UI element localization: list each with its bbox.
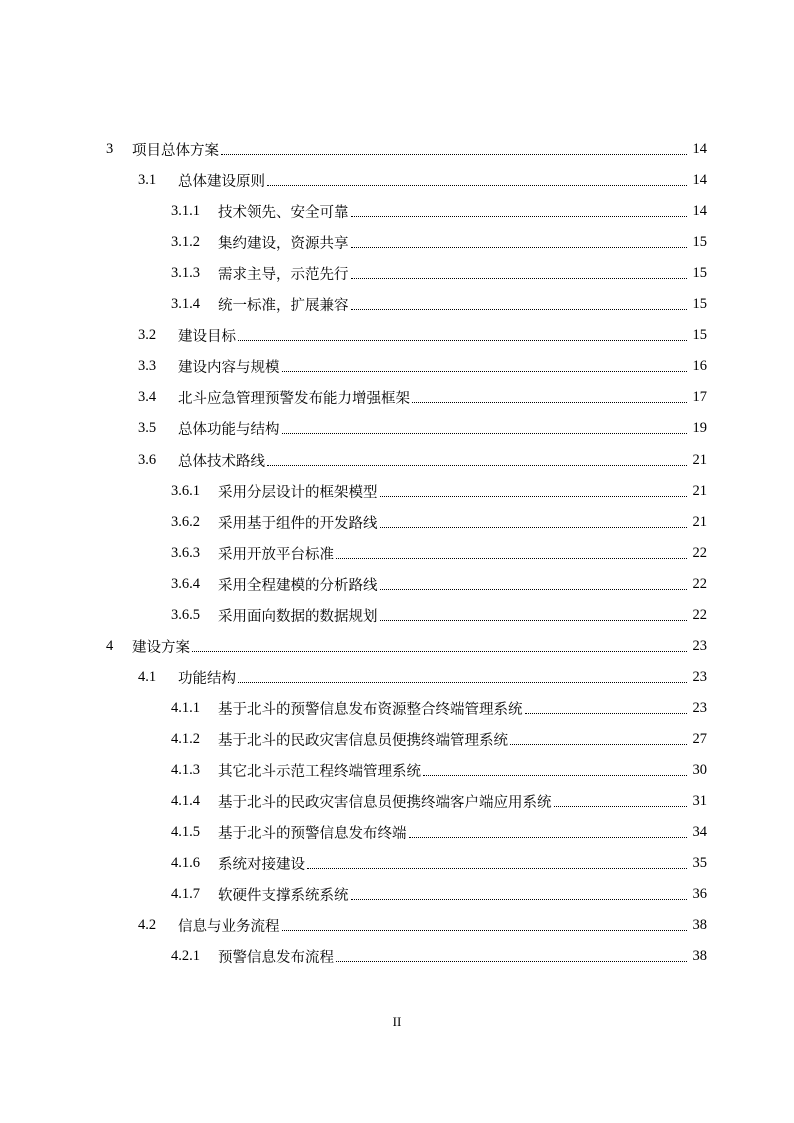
toc-entry-number: 4.1.1 xyxy=(171,699,200,716)
toc-entry-number: 3.6 xyxy=(138,451,157,468)
toc-entry-number: 4.1.7 xyxy=(171,886,200,903)
toc-entry-page: 14 xyxy=(692,203,707,220)
toc-entry[interactable] xyxy=(171,693,707,724)
dot-leader xyxy=(351,216,688,217)
toc-entry-number: 3.5 xyxy=(138,420,157,437)
toc-entry-number: 3.1.1 xyxy=(171,203,200,220)
toc-entry-page: 17 xyxy=(692,389,707,406)
toc-entry-title: 集约建设，资源共享 xyxy=(218,236,349,253)
toc-entry[interactable] xyxy=(106,631,707,662)
toc-entry[interactable] xyxy=(171,538,707,569)
toc-entry-number: 3.6.5 xyxy=(171,606,200,623)
toc-entry[interactable] xyxy=(171,724,707,755)
toc-entry-number: 3 xyxy=(106,141,114,157)
dot-leader xyxy=(380,496,688,497)
toc-entry-number: 4.1.3 xyxy=(171,762,200,778)
toc-entry[interactable] xyxy=(171,258,707,289)
toc-entry[interactable] xyxy=(171,941,707,972)
dot-leader xyxy=(267,185,687,186)
toc-entry-page: 21 xyxy=(692,451,707,468)
toc-entry-title: 预警信息发布流程 xyxy=(218,950,334,967)
toc-entry-page: 19 xyxy=(692,420,707,437)
dot-leader xyxy=(351,278,688,279)
toc-entry[interactable] xyxy=(138,445,707,476)
toc-entry-title: 信息与业务流程 xyxy=(178,919,280,936)
toc-entry-page: 15 xyxy=(692,234,707,251)
toc-entry-page: 16 xyxy=(692,358,707,375)
dot-leader xyxy=(380,620,688,621)
toc-entry-title: 系统对接建设 xyxy=(218,857,305,874)
toc-entry-title: 基于北斗的民政灾害信息员便携终端客户端应用系统 xyxy=(218,795,552,812)
toc-entry[interactable] xyxy=(171,289,707,320)
toc-entry-number: 3.6.4 xyxy=(171,575,200,592)
toc-entry-page: 27 xyxy=(692,730,707,747)
toc-entry-number: 3.1.3 xyxy=(171,265,200,282)
dot-leader xyxy=(282,433,688,434)
toc-entry-number: 4.1.5 xyxy=(171,824,200,841)
toc-entry-number: 3.4 xyxy=(138,389,157,406)
toc-entry-title: 建设方案 xyxy=(132,639,190,656)
toc-entry-page: 38 xyxy=(692,917,707,934)
dot-leader xyxy=(192,651,687,652)
toc-entry[interactable] xyxy=(138,165,707,196)
toc-entry-title: 建设内容与规模 xyxy=(178,360,280,377)
toc-entry-page: 34 xyxy=(692,824,707,841)
toc-entry-number: 4.1 xyxy=(138,668,157,685)
page-number: II xyxy=(392,1014,402,1029)
toc-entry-title: 总体功能与结构 xyxy=(178,422,280,439)
dot-leader xyxy=(336,961,687,962)
toc-entry[interactable] xyxy=(171,600,707,631)
toc-entry-number: 4.2.1 xyxy=(171,948,200,965)
dot-leader xyxy=(412,402,687,403)
toc-entry-page: 35 xyxy=(692,855,707,872)
toc-entry-title: 其它北斗示范工程终端管理系统 xyxy=(218,764,421,780)
dot-leader xyxy=(409,837,688,838)
dot-leader xyxy=(307,868,687,869)
toc-entry[interactable] xyxy=(171,879,707,910)
toc-entry[interactable] xyxy=(171,196,707,227)
toc-entry[interactable] xyxy=(171,817,707,848)
toc-entry-number: 3.1 xyxy=(138,172,157,189)
toc-entry[interactable] xyxy=(171,476,707,507)
toc-entry-title: 基于北斗的预警信息发布资源整合终端管理系统 xyxy=(218,701,523,718)
dot-leader xyxy=(221,154,687,155)
toc-entry-number: 3.6.2 xyxy=(171,513,200,530)
toc-entry-page: 38 xyxy=(692,948,707,965)
toc-entry-title: 采用分层设计的框架模型 xyxy=(218,484,378,501)
toc-entry[interactable] xyxy=(171,848,707,879)
toc-entry-page: 23 xyxy=(692,699,707,716)
dot-leader xyxy=(380,527,688,528)
toc-entry[interactable] xyxy=(138,910,707,941)
toc-entry[interactable] xyxy=(171,786,707,817)
toc-entry[interactable] xyxy=(138,413,707,444)
toc-entry-title: 需求主导，示范先行 xyxy=(218,267,349,284)
toc-entry-number: 3.6.1 xyxy=(171,482,200,499)
dot-leader xyxy=(267,465,687,466)
toc-entry-page: 15 xyxy=(692,265,707,282)
dot-leader xyxy=(525,713,688,714)
toc-entry-title: 功能结构 xyxy=(178,670,236,687)
toc-entry-number: 4 xyxy=(106,637,114,654)
toc-entry[interactable] xyxy=(106,134,707,165)
toc-entry-title: 采用全程建模的分析路线 xyxy=(218,577,378,594)
dot-leader xyxy=(238,340,687,341)
dot-leader xyxy=(510,744,687,745)
toc-entry-page: 22 xyxy=(692,575,707,592)
dot-leader xyxy=(380,589,688,590)
toc-entry-number: 3.3 xyxy=(138,358,157,375)
toc-entry-number: 3.1.4 xyxy=(171,296,200,313)
toc-entry-page: 15 xyxy=(692,327,707,344)
toc-entry-page: 22 xyxy=(692,544,707,561)
toc-entry-page: 21 xyxy=(692,482,707,499)
dot-leader xyxy=(351,247,688,248)
dot-leader xyxy=(423,775,687,776)
toc-entry-page: 23 xyxy=(692,637,707,654)
toc-entry-title: 采用开放平台标准 xyxy=(218,546,334,563)
toc-entry-number: 3.6.3 xyxy=(171,544,200,561)
toc-entry-page: 14 xyxy=(692,172,707,189)
toc-entry-title: 技术领先、安全可靠 xyxy=(218,205,349,222)
toc-entry-page: 30 xyxy=(692,762,707,778)
dot-leader xyxy=(554,806,688,807)
toc-entry-page: 31 xyxy=(692,793,707,810)
toc-entry-number: 3.2 xyxy=(138,327,157,344)
toc-entry[interactable] xyxy=(171,507,707,538)
toc-entry-number: 4.1.6 xyxy=(171,855,200,872)
toc-entry-page: 36 xyxy=(692,886,707,903)
toc-entry-page: 15 xyxy=(692,296,707,313)
toc-entry-title: 采用面向数据的数据规划 xyxy=(218,608,378,625)
toc-entry[interactable] xyxy=(138,662,707,693)
dot-leader xyxy=(238,682,687,683)
toc-entry-number: 4.1.2 xyxy=(171,730,200,747)
toc-entry-title: 总体技术路线 xyxy=(178,453,265,470)
toc-entry-number: 4.2 xyxy=(138,917,157,934)
toc-entry-page: 23 xyxy=(692,668,707,685)
dot-leader xyxy=(336,558,687,559)
dot-leader xyxy=(351,309,688,310)
toc-entry-number: 4.1.4 xyxy=(171,793,200,810)
toc-entry[interactable] xyxy=(171,569,707,600)
toc-entry[interactable] xyxy=(171,755,707,786)
toc-entry-title: 北斗应急管理预警发布能力增强框架 xyxy=(178,391,410,408)
toc-entry-title: 项目总体方案 xyxy=(132,143,219,159)
dot-leader xyxy=(351,899,688,900)
toc-entry-title: 统一标准，扩展兼容 xyxy=(218,298,349,315)
toc-entry-title: 软硬件支撑系统系统 xyxy=(218,888,349,905)
toc-entry-title: 基于北斗的预警信息发布终端 xyxy=(218,826,407,843)
toc-entry[interactable] xyxy=(138,320,707,351)
dot-leader xyxy=(282,930,688,931)
toc-entry-page: 21 xyxy=(692,513,707,530)
toc-entry-title: 总体建设原则 xyxy=(178,174,265,191)
toc-entry[interactable] xyxy=(138,351,707,382)
toc-entry-page: 14 xyxy=(692,141,707,157)
toc-entry-title: 基于北斗的民政灾害信息员便携终端管理系统 xyxy=(218,732,508,749)
toc-entry-page: 22 xyxy=(692,606,707,623)
toc-entry-number: 3.1.2 xyxy=(171,234,200,251)
toc-entry-title: 采用基于组件的开发路线 xyxy=(218,515,378,532)
toc-entry-title: 建设目标 xyxy=(178,329,236,346)
dot-leader xyxy=(282,371,688,372)
toc-entry[interactable] xyxy=(171,227,707,258)
toc-entry[interactable] xyxy=(138,382,707,413)
